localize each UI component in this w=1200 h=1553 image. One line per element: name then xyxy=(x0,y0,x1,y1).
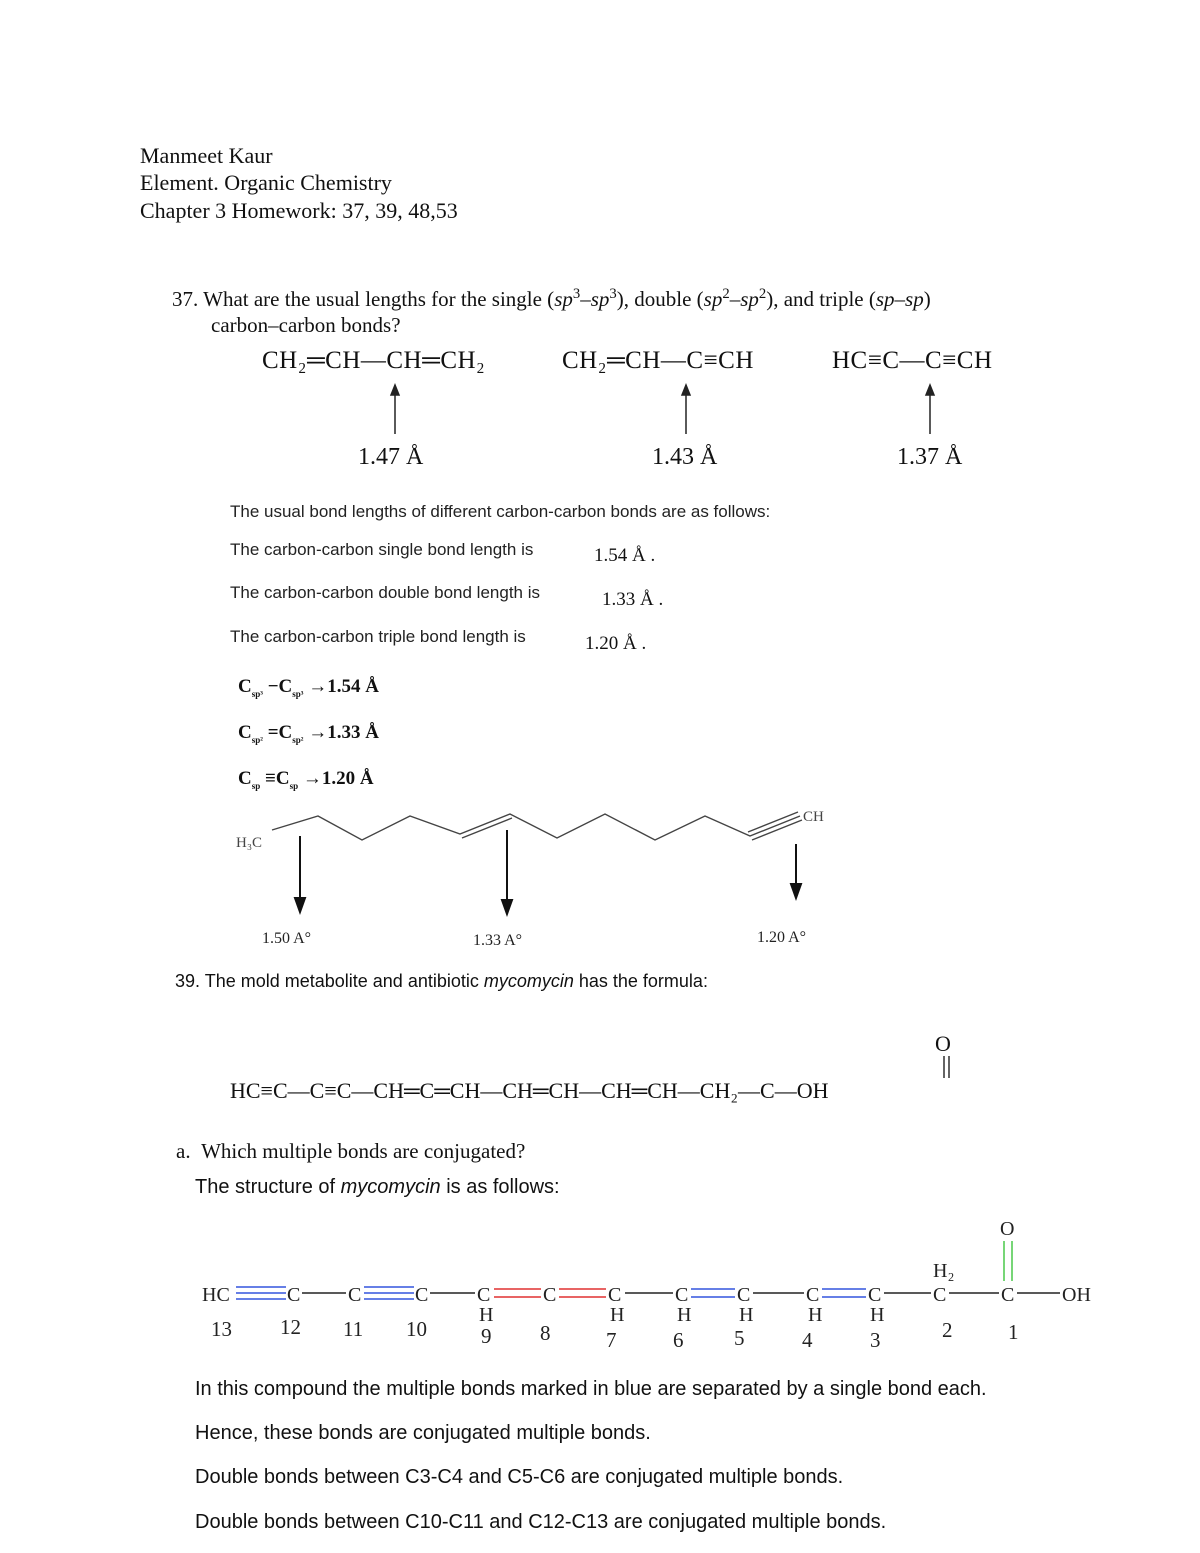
double-bond-c4-c3 xyxy=(822,1289,866,1297)
q37-text-b: ), double ( xyxy=(616,287,704,311)
triple-bond-c13-c12 xyxy=(236,1287,286,1299)
hybrid-line-2 xyxy=(238,722,379,745)
hybrid-op: =C xyxy=(267,722,293,743)
num-3: 3 xyxy=(870,1328,881,1352)
answer-triple-value: 1.20 Å . xyxy=(585,633,647,654)
arrows-q37 xyxy=(0,0,1200,440)
q39-answer-1: In this compound the multiple bonds marked in blue are separated by a single bond each. xyxy=(195,1378,987,1400)
formula-butadiene: CH₂═CH—CH═CH₂ xyxy=(262,347,486,374)
atom-c12: C xyxy=(287,1284,301,1306)
chain-length-3: 1.20 A° xyxy=(757,929,807,946)
length-label-1: 1.47 Å xyxy=(358,444,424,470)
h-c3: H xyxy=(870,1304,885,1326)
q39-intro-b: has the formula: xyxy=(573,971,708,991)
chain-start-label: H₃C xyxy=(236,835,263,851)
q39-part-a-label: a. xyxy=(176,1139,191,1163)
length-label-2: 1.43 Å xyxy=(652,444,718,470)
q39-answer-3: Double bonds between C3-C4 and C5-C6 are conjugated multiple bonds. xyxy=(195,1466,844,1488)
num-7: 7 xyxy=(606,1328,617,1352)
h-c7: H xyxy=(610,1304,625,1326)
hybrid-sub: sp xyxy=(251,780,261,791)
atom-c5: C xyxy=(737,1284,751,1306)
q37-exp: 3 xyxy=(572,286,581,302)
hybrid-rhs: →1.54 Å xyxy=(308,676,379,697)
q37-sp: sp xyxy=(590,287,610,311)
q37-question-line2: carbon–carbon bonds? xyxy=(211,313,401,337)
h-c6: H xyxy=(677,1304,692,1326)
answer-single-text: The carbon-carbon single bond length is xyxy=(230,540,534,559)
answer-double-value: 1.33 Å . xyxy=(602,589,664,610)
atom-c10: C xyxy=(415,1284,429,1306)
formula-vinylacetylene: CH₂═CH—C≡CH xyxy=(562,347,754,374)
hybrid-rhs: →1.33 Å xyxy=(308,722,379,743)
chain-end-label: CH xyxy=(803,809,824,825)
atom-c8: C xyxy=(543,1284,557,1306)
num-1: 1 xyxy=(1008,1320,1019,1344)
hybrid-c: C xyxy=(238,768,252,789)
atom-oh: OH xyxy=(1062,1284,1091,1306)
course-name: Element. Organic Chemistry xyxy=(140,170,392,195)
hybrid-rhs: →1.20 Å xyxy=(302,768,374,789)
length-label-3: 1.37 Å xyxy=(897,444,963,470)
q39-part-a-text: Which multiple bonds are conjugated? xyxy=(201,1139,526,1163)
num-13: 13 xyxy=(211,1317,232,1341)
hybrid-c: C xyxy=(238,722,252,743)
double-bond-c1-o xyxy=(1004,1241,1012,1281)
q39-intro-a: 39. The mold metabolite and antibiotic xyxy=(175,971,484,991)
q37-exp: 2 xyxy=(722,286,730,302)
structure-intro-a: The structure of xyxy=(195,1176,341,1198)
assignment-title: Chapter 3 Homework: 37, 39, 48,53 xyxy=(140,198,458,223)
chain-double-bond xyxy=(462,818,512,838)
q37-text-c: ), and triple ( xyxy=(766,287,876,311)
mycomycin-structure xyxy=(0,1205,1200,1365)
q37-dash: – xyxy=(580,287,591,311)
double-bond-c8-c7 xyxy=(559,1289,606,1297)
num-8: 8 xyxy=(540,1321,551,1345)
hybrid-sub: sp² xyxy=(251,734,263,745)
h-c4: H xyxy=(808,1304,823,1326)
num-4: 4 xyxy=(802,1328,813,1352)
q37-number: 37. xyxy=(172,287,199,311)
q39-answer-2: Hence, these bonds are conjugated multiple bonds. xyxy=(195,1422,651,1444)
atom-c7: C xyxy=(608,1284,622,1306)
carbonyl-double-bond xyxy=(938,1056,958,1080)
hybrid-sub: sp xyxy=(289,780,299,791)
structure-intro-name: mycomycin xyxy=(340,1176,441,1198)
hybrid-line-3 xyxy=(238,768,374,791)
hybrid-sub: sp³ xyxy=(292,688,304,699)
q37-exp: 2 xyxy=(758,286,767,302)
double-bond-c6-c5 xyxy=(691,1289,735,1297)
atom-c6: C xyxy=(675,1284,689,1306)
chain-length-2: 1.33 A° xyxy=(473,932,523,949)
hybrid-op: ≡C xyxy=(265,768,290,789)
q37-exp: 3 xyxy=(609,286,617,302)
hybrid-c: C xyxy=(238,676,252,697)
num-2: 2 xyxy=(942,1318,953,1342)
structure-intro-b: is as follows: xyxy=(440,1176,560,1198)
h-c5: H xyxy=(739,1304,754,1326)
chain-triple-bond-b xyxy=(748,812,798,832)
atom-c11: C xyxy=(348,1284,362,1306)
answer-double-text: The carbon-carbon double bond length is xyxy=(230,583,540,602)
q39-carbonyl-o: O xyxy=(935,1031,951,1056)
q39-answer-4: Double bonds between C10-C11 and C12-C13 are conjugated multiple bonds. xyxy=(195,1511,887,1533)
q37-sp: sp xyxy=(703,287,723,311)
atom-c9: C xyxy=(477,1284,491,1306)
atom-c4: C xyxy=(806,1284,820,1306)
atom-hc: HC xyxy=(202,1284,230,1306)
hybrid-sub: sp³ xyxy=(251,688,263,699)
atom-c2: C xyxy=(933,1284,947,1306)
atom-c1: C xyxy=(1001,1284,1015,1306)
answer-intro: The usual bond lengths of different carbon-carbon bonds are as follows: xyxy=(230,502,771,521)
q37-sp: sp xyxy=(554,287,573,311)
atom-o: O xyxy=(1000,1218,1015,1240)
hybrid-sub: sp² xyxy=(292,734,304,745)
author-name: Manmeet Kaur xyxy=(140,143,273,168)
structure-intro xyxy=(195,1176,560,1199)
answer-triple-text: The carbon-carbon triple bond length is xyxy=(230,627,526,646)
hybrid-op: −C xyxy=(267,676,293,697)
chain-length-1: 1.50 A° xyxy=(262,930,312,947)
formula-butadiyne: HC≡C—C≡CH xyxy=(832,347,993,374)
num-5: 5 xyxy=(734,1326,745,1350)
q39-part-a xyxy=(176,1139,525,1164)
num-9: 9 xyxy=(481,1324,492,1348)
q37-sp: sp xyxy=(740,287,759,311)
q39-formula: HC≡C—C≡C—CH═C═CH—CH═CH—CH═CH—CH₂—C—OH xyxy=(230,1078,829,1103)
q37-spsp: sp–sp xyxy=(875,287,924,311)
h2-c2: H₂ xyxy=(933,1260,955,1282)
num-11: 11 xyxy=(343,1317,364,1341)
q37-dash: – xyxy=(729,287,741,311)
h-c9: H xyxy=(479,1304,494,1326)
num-6: 6 xyxy=(673,1328,684,1352)
answer-single-value: 1.54 Å . xyxy=(594,545,656,566)
skeletal-chain-diagram xyxy=(0,800,1200,960)
double-bond-c9-c8 xyxy=(494,1289,541,1297)
chain-zigzag xyxy=(272,814,800,840)
hybrid-line-1 xyxy=(238,676,379,699)
q39-intro-name: mycomycin xyxy=(483,971,574,991)
num-10: 10 xyxy=(406,1317,427,1341)
num-12: 12 xyxy=(280,1315,301,1339)
q37-text-a: What are the usual lengths for the single ( xyxy=(203,287,555,311)
q37-text-d: ) xyxy=(923,287,931,311)
chain-triple-bond-a xyxy=(752,820,802,840)
triple-bond-c11-c10 xyxy=(364,1287,414,1299)
q39-intro xyxy=(175,971,708,992)
atom-c3: C xyxy=(868,1284,882,1306)
